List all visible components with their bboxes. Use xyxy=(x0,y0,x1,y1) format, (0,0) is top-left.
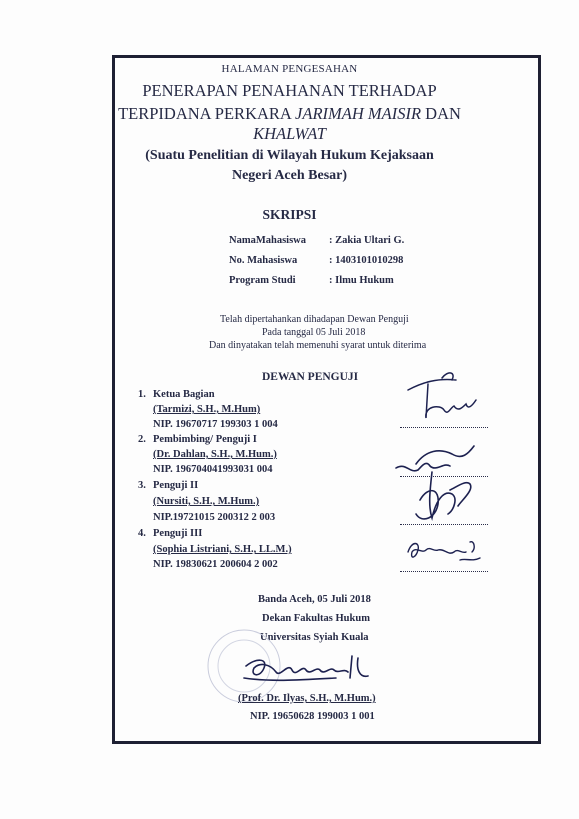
subtitle-line-2: Negeri Aceh Besar) xyxy=(231,168,348,183)
examiner-4-role: Penguji III xyxy=(153,528,203,539)
student-value-program: : Ilmu Hukum xyxy=(329,275,394,286)
examiner-4-number: 4. xyxy=(138,528,146,539)
closing-place-date: Banda Aceh, 05 Juli 2018 xyxy=(258,594,371,605)
defense-note-line-3: Dan dinyatakan telah memenuhi syarat untuk diterima xyxy=(209,340,427,351)
examiner-1-name: (Tarmizi, S.H., M.Hum) xyxy=(153,404,261,415)
student-value-number: : 1403101010298 xyxy=(329,255,404,266)
closing-institution: Universitas Syiah Kuala xyxy=(260,632,369,643)
title-line-2-italic: JARIMAH MAISIR xyxy=(295,104,422,123)
examiner-3-nip: NIP.19721015 200312 2 003 xyxy=(153,512,276,523)
dean-name: (Prof. Dr. Ilyas, S.H., M.Hum.) xyxy=(238,693,376,704)
defense-note-line-2: Pada tanggal 05 Juli 2018 xyxy=(262,327,366,338)
dean-signature-image xyxy=(240,648,380,692)
examiner-4-nip: NIP. 19830621 200604 2 002 xyxy=(153,559,278,570)
examiner-1-role: Ketua Bagian xyxy=(153,389,215,400)
signature-4-image xyxy=(400,530,490,570)
student-label-name: NamaMahasiswa xyxy=(229,235,307,246)
closing-position: Dekan Fakultas Hukum xyxy=(262,613,370,624)
student-label-program: Program Studi xyxy=(229,275,296,286)
examiner-2-name: (Dr. Dahlan, S.H., M.Hum.) xyxy=(153,449,277,460)
signature-1-image xyxy=(398,370,498,430)
examiner-2-number: 2. xyxy=(138,434,146,445)
title-line-2 xyxy=(0,104,579,123)
defense-note-line-1: Telah dipertahankan dihadapan Dewan Penguji xyxy=(220,314,409,325)
examiner-3-role: Penguji II xyxy=(153,480,199,491)
title-line-2-pre: TERPIDANA PERKARA xyxy=(118,104,296,123)
examiner-3-number: 3. xyxy=(138,480,146,491)
title-line-3-italic: KHALWAT xyxy=(253,124,326,143)
title-line-2-post: DAN xyxy=(421,104,461,123)
board-title: DEWAN PENGUJI xyxy=(262,371,359,383)
subtitle-line-1: (Suatu Penelitian di Wilayah Hukum Kejaksaan xyxy=(145,148,434,163)
title-line-3 xyxy=(0,124,579,143)
examiner-3-name: (Nursiti, S.H., M.Hum.) xyxy=(153,496,260,507)
examiner-2-nip: NIP. 196704041993031 004 xyxy=(153,464,273,475)
examiner-1-nip: NIP. 19670717 199303 1 004 xyxy=(153,419,278,430)
signature-line-4 xyxy=(400,571,488,572)
student-label-number: No. Mahasiswa xyxy=(229,255,298,266)
doc-type: SKRIPSI xyxy=(262,207,317,222)
page-header: HALAMAN PENGESAHAN xyxy=(221,63,358,75)
examiner-2-role: Pembimbing/ Penguji I xyxy=(153,434,257,445)
dean-nip: NIP. 19650628 199003 1 001 xyxy=(250,711,375,722)
title-line-1: PENERAPAN PENAHANAN TERHADAP xyxy=(142,81,437,100)
signature-2-3-image xyxy=(392,440,502,535)
examiner-4-name: (Sophia Listriani, S.H., LL.M.) xyxy=(153,544,292,555)
student-value-name: : Zakia Ultari G. xyxy=(329,235,405,246)
examiner-1-number: 1. xyxy=(138,389,146,400)
